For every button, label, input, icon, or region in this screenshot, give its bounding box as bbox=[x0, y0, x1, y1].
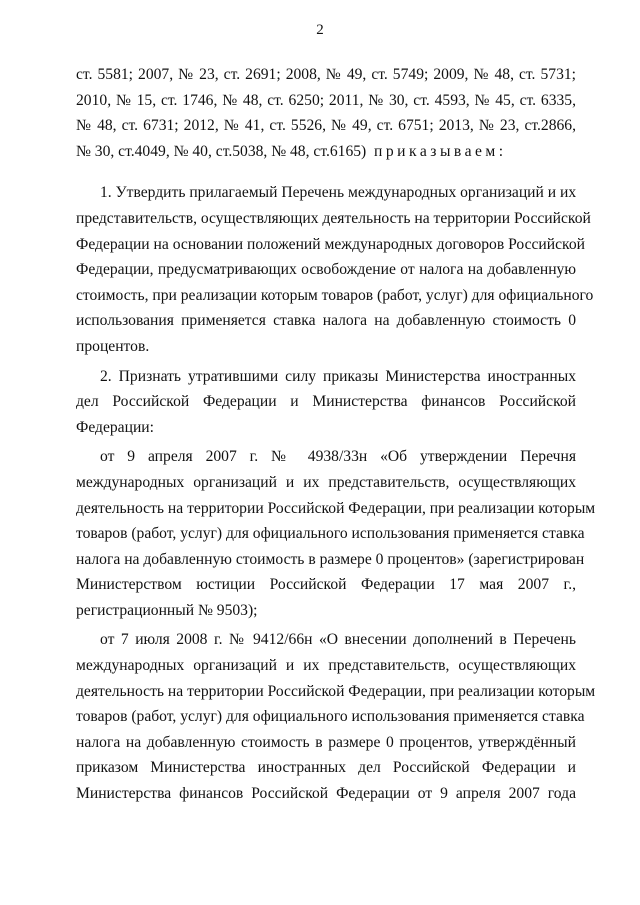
repealed-order-1 bbox=[76, 444, 596, 623]
text-line: приказом Министерства иностранных дел Российской Федерации и bbox=[76, 759, 576, 777]
text-line: 2. Признать утратившими силу приказы Министерства иностранных bbox=[100, 367, 576, 385]
text-line: Федерации на основании положений международных договоров Российской bbox=[76, 235, 585, 253]
text-line: деятельность на территории Российской Федерации, при реализации которым bbox=[76, 499, 596, 517]
text-line: международных организаций и их представительств, осуществляющих bbox=[76, 657, 576, 675]
order-word: приказываем: bbox=[374, 142, 507, 160]
text-line bbox=[76, 139, 576, 165]
text-line: № 48, ст. 6731; 2012, № 41, ст. 5526, № 49, ст. 6751; 2013, № 23, ст.2866, bbox=[76, 117, 576, 135]
text-line: налога на добавленную стоимость в размере 0 процентов» (зарегистрирован bbox=[76, 550, 585, 568]
repealed-order-2 bbox=[76, 627, 596, 806]
text-line: регистрационный № 9503); bbox=[76, 601, 258, 619]
page-number: 2 bbox=[316, 22, 324, 38]
text-line: деятельность на территории Российской Федерации, при реализации которым bbox=[76, 682, 596, 700]
item-2-paragraph bbox=[76, 364, 576, 441]
text-line: Федерации, предусматривающих освобождение от налога на добавленную bbox=[76, 261, 576, 279]
text-line: стоимость, при реализации которым товаров (работ, услуг) для официального bbox=[76, 286, 594, 304]
text-line: международных организаций и их представительств, осуществляющих bbox=[76, 473, 576, 491]
text-line: от 7 июля 2008 г. № 9412/66н «О внесении дополнений в Перечень bbox=[100, 631, 576, 649]
text-line: Министерства финансов Российской Федерации от 9 апреля 2007 года bbox=[76, 785, 576, 803]
text-line: товаров (работ, услуг) для официального использования применяется ставка bbox=[76, 708, 585, 726]
text-line: использования применяется ставка налога на добавленную стоимость 0 bbox=[76, 312, 576, 330]
text-line: товаров (работ, услуг) для официального использования применяется ставка bbox=[76, 525, 585, 543]
text-line: дел Российской Федерации и Министерства финансов Российской bbox=[76, 393, 576, 411]
text-line: от 9 апреля 2007 г. № 4938/33н «Об утверждении Перечня bbox=[100, 448, 576, 466]
text-line: представительств, осуществляющих деятельность на территории Российской bbox=[76, 209, 591, 227]
paragraph-gap bbox=[76, 164, 576, 180]
text-line: 1. Утвердить прилагаемый Перечень международных организаций и их bbox=[100, 184, 577, 202]
text-line: ст. 5581; 2007, № 23, ст. 2691; 2008, № 49, ст. 5749; 2009, № 48, ст. 5731; bbox=[76, 66, 576, 83]
intro-paragraph bbox=[76, 62, 576, 164]
item-1-paragraph bbox=[76, 180, 594, 359]
document-body bbox=[76, 62, 596, 807]
text-line-prefix: № 30, ст.4049, № 40, ст.5038, № 48, ст.6165) bbox=[76, 142, 367, 160]
text-line: Федерации: bbox=[76, 418, 154, 436]
text-line: налога на добавленную стоимость в размере 0 процентов, утверждённый bbox=[76, 733, 576, 751]
text-line: процентов. bbox=[76, 337, 150, 355]
text-line: 2010, № 15, ст. 1746, № 48, ст. 6250; 2011, № 30, ст. 4593, № 45, ст. 6335, bbox=[76, 91, 576, 109]
text-line: Министерством юстиции Российской Федерации 17 мая 2007 г., bbox=[76, 576, 576, 594]
